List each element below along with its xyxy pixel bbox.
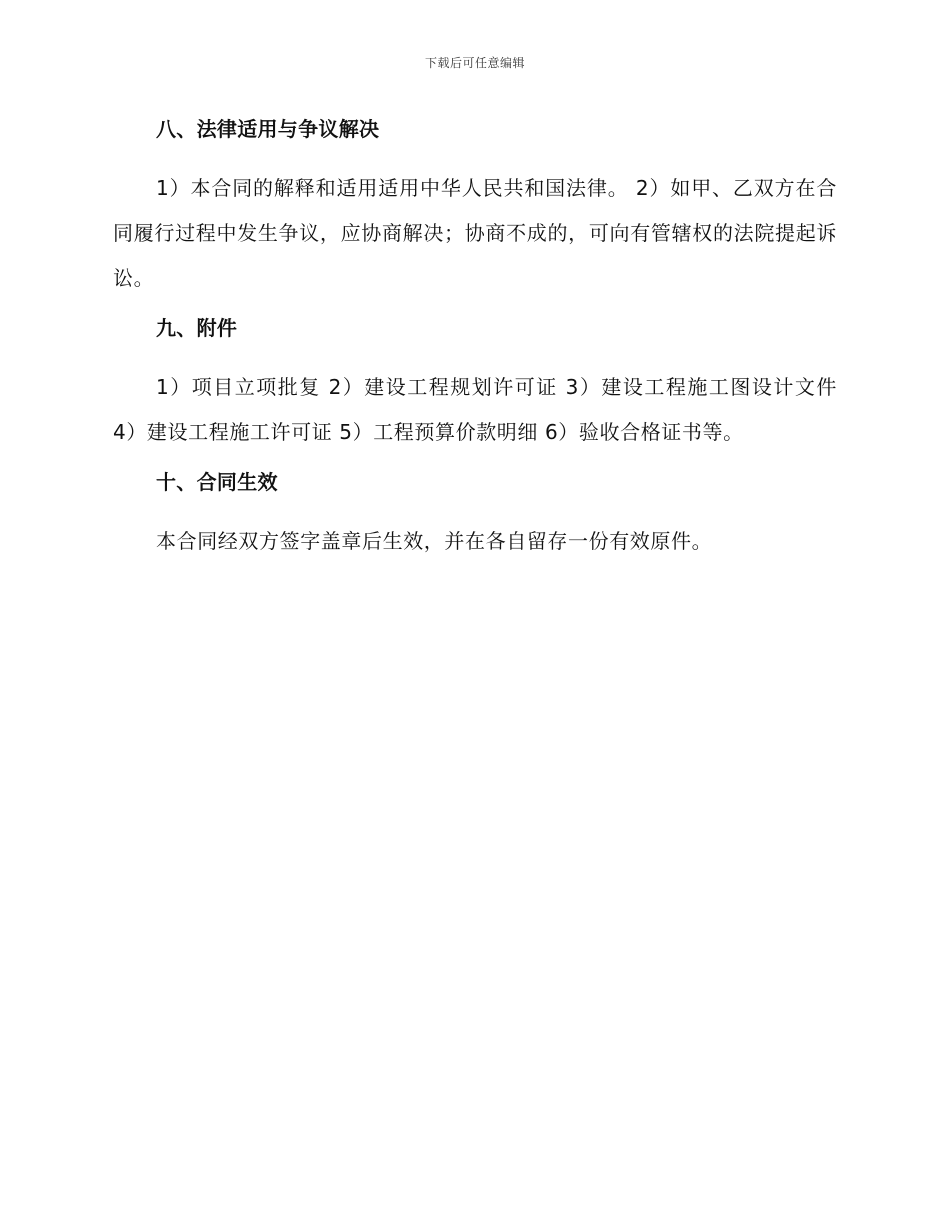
document-content — [113, 112, 837, 574]
section-paragraph: 1）项目立项批复 2）建设工程规划许可证 3）建设工程施工图设计文件 4）建设工程施工许可证 5）工程预算价款明细 6）验收合格证书等。 — [113, 375, 837, 444]
section-law-dispute — [113, 112, 837, 301]
section-paragraph: 本合同经双方签字盖章后生效，并在各自留存一份有效原件。 — [156, 529, 713, 553]
section-heading: 十、合同生效 — [156, 470, 278, 494]
section-effectiveness — [113, 465, 837, 564]
section-paragraph: 1）本合同的解释和适用适用中华人民共和国法律。 2）如甲、乙双方在合同履行过程中发生争议，应协商解决；协商不成的，可向有管辖权的法院提起诉讼。 — [113, 176, 837, 290]
section-attachments — [113, 311, 837, 455]
section-heading: 八、法律适用与争议解决 — [156, 117, 380, 141]
section-heading: 九、附件 — [156, 316, 238, 340]
page-header: 下载后可任意编辑 — [424, 56, 525, 70]
